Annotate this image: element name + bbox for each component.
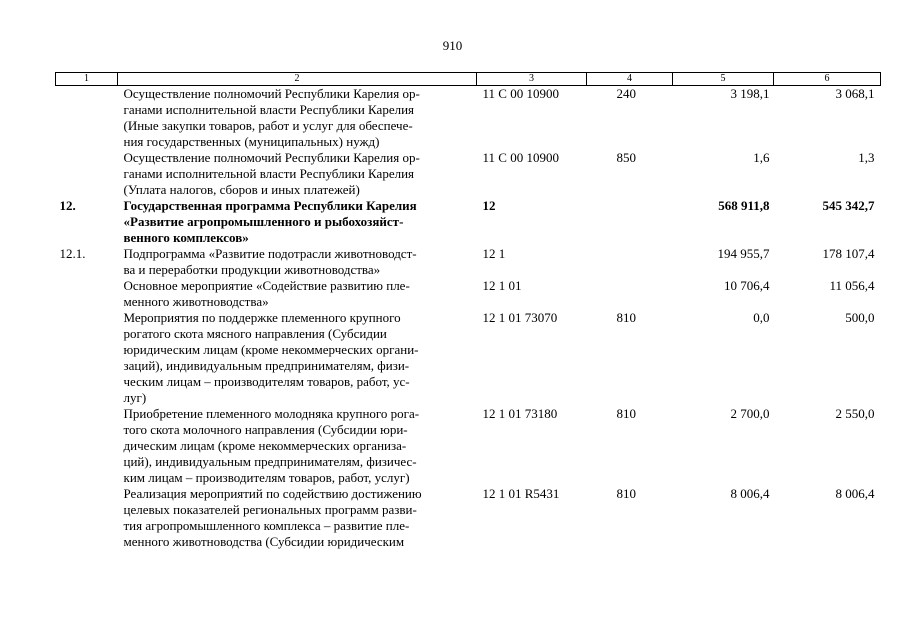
header-col-2: 2 <box>118 73 477 86</box>
header-col-3: 3 <box>477 73 587 86</box>
row-amount-year2: 1,3 <box>858 150 875 165</box>
row-name <box>118 198 477 246</box>
row-name-line: ва и переработки продукции животноводства» <box>123 262 381 277</box>
row-target-code: 12 1 01 <box>482 278 522 293</box>
row-amount-year1: 1,6 <box>753 150 770 165</box>
row-amount-year2: 8 006,4 <box>835 486 875 501</box>
row-name-line: Мероприятия по поддержке племенного крупного <box>123 310 401 325</box>
row-name-line: юридическим лицам (кроме некоммерческих органи- <box>123 342 419 357</box>
row-name <box>118 86 477 151</box>
table-row <box>56 310 881 406</box>
row-amount-year2: 178 107,4 <box>822 246 875 261</box>
row-amount-year2: 11 056,4 <box>829 278 875 293</box>
row-name-line: ческим лицам – производителям товаров, работ, ус- <box>123 374 410 389</box>
row-name-line: того скота молочного направления (Субсидии юри- <box>123 422 408 437</box>
row-name-line: ганами исполнительной власти Республики Карелия <box>123 166 415 181</box>
row-number <box>56 86 118 151</box>
row-name-line: Приобретение племенного молодняка крупного рога- <box>123 406 420 421</box>
table-row <box>56 278 881 310</box>
row-target-code: 11 С 00 10900 <box>482 86 559 101</box>
row-target-code: 12 1 <box>482 246 506 261</box>
row-name-line: Подпрограмма «Развитие подотрасли животноводст- <box>123 246 417 261</box>
row-name-line: (Уплата налогов, сборов и иных платежей) <box>123 182 360 197</box>
row-name <box>118 486 477 550</box>
row-amount-year1: 568 911,8 <box>718 198 770 213</box>
row-name-line: заций), индивидуальным предпринимателям, физи- <box>123 358 410 373</box>
row-amount-year2: 3 068,1 <box>835 86 875 101</box>
row-name-line: Реализация мероприятий по содействию достижению <box>123 486 422 501</box>
row-name <box>118 246 477 278</box>
row-expense-type: 240 <box>616 86 636 101</box>
row-amount-year1: 0,0 <box>753 310 770 325</box>
row-name-line: рогатого скота мясного направления (Субсидии <box>123 326 387 341</box>
table-header <box>56 73 881 86</box>
row-target-code: 12 <box>482 198 496 213</box>
header-col-5: 5 <box>673 73 774 86</box>
row-target-code: 12 1 01 73070 <box>482 310 558 325</box>
row-name-line: Основное мероприятие «Содействие развитию пле- <box>123 278 410 293</box>
row-number <box>56 406 118 486</box>
row-expense-type <box>587 246 673 278</box>
page-number: 910 <box>442 38 463 53</box>
row-name-line: дическим лицам (кроме некоммерческих организа- <box>123 438 407 453</box>
row-amount-year1: 8 006,4 <box>730 486 770 501</box>
row-expense-type: 810 <box>616 310 636 325</box>
row-name-line: целевых показателей региональных программ разви- <box>123 502 417 517</box>
row-amount-year1: 3 198,1 <box>730 86 770 101</box>
row-name-line: луг) <box>123 390 147 405</box>
row-name <box>118 310 477 406</box>
row-name-line: ций), индивидуальным предпринимателям, физичес- <box>123 454 417 469</box>
header-col-6: 6 <box>774 73 881 86</box>
table-body <box>56 86 881 551</box>
row-name-line: тия агропромышленного комплекса – развитие пле- <box>123 518 410 533</box>
table-row <box>56 86 881 151</box>
row-target-code: 11 С 00 10900 <box>482 150 559 165</box>
row-amount-year1: 2 700,0 <box>730 406 770 421</box>
row-amount-year1: 194 955,7 <box>717 246 770 261</box>
row-name <box>118 278 477 310</box>
row-name-line: Осуществление полномочий Республики Карелия ор- <box>123 150 420 165</box>
row-amount-year2: 2 550,0 <box>835 406 875 421</box>
row-number <box>56 486 118 550</box>
row-name-line: «Развитие агропромышленного и рыбохозяйст- <box>123 214 404 229</box>
row-expense-type: 810 <box>616 406 636 421</box>
header-row <box>56 73 881 86</box>
row-number: 12.1. <box>59 246 86 261</box>
row-target-code: 12 1 01 73180 <box>482 406 558 421</box>
row-number <box>56 278 118 310</box>
row-number: 12. <box>59 198 76 213</box>
row-amount-year2: 500,0 <box>845 310 875 325</box>
row-name-line: ким лицам – производителям товаров, работ, услуг) <box>123 470 410 485</box>
row-name-line: ганами исполнительной власти Республики Карелия <box>123 102 415 117</box>
row-number <box>56 310 118 406</box>
row-expense-type <box>587 278 673 310</box>
row-name-line: Осуществление полномочий Республики Карелия ор- <box>123 86 420 101</box>
table-row <box>56 198 881 246</box>
row-name-line: венного комплексов» <box>123 230 249 245</box>
budget-table <box>55 72 881 550</box>
table-row <box>56 246 881 278</box>
header-col-4: 4 <box>587 73 673 86</box>
row-name-line: менного животноводства (Субсидии юридическим <box>123 534 405 549</box>
row-name-line: менного животноводства» <box>123 294 269 309</box>
table-row <box>56 150 881 198</box>
row-name-line: Государственная программа Республики Карелия <box>123 198 417 213</box>
row-expense-type: 850 <box>616 150 636 165</box>
header-col-1: 1 <box>56 73 118 86</box>
row-expense-type: 810 <box>616 486 636 501</box>
row-expense-type <box>587 198 673 246</box>
table-row <box>56 406 881 486</box>
row-target-code: 12 1 01 R5431 <box>482 486 560 501</box>
row-name <box>118 150 477 198</box>
table-row <box>56 486 881 550</box>
row-amount-year1: 10 706,4 <box>724 278 770 293</box>
row-amount-year2: 545 342,7 <box>822 198 875 213</box>
row-name <box>118 406 477 486</box>
row-name-line: ния государственных (муниципальных) нужд) <box>123 134 380 149</box>
row-number <box>56 150 118 198</box>
row-name-line: (Иные закупки товаров, работ и услуг для обеспече- <box>123 118 413 133</box>
